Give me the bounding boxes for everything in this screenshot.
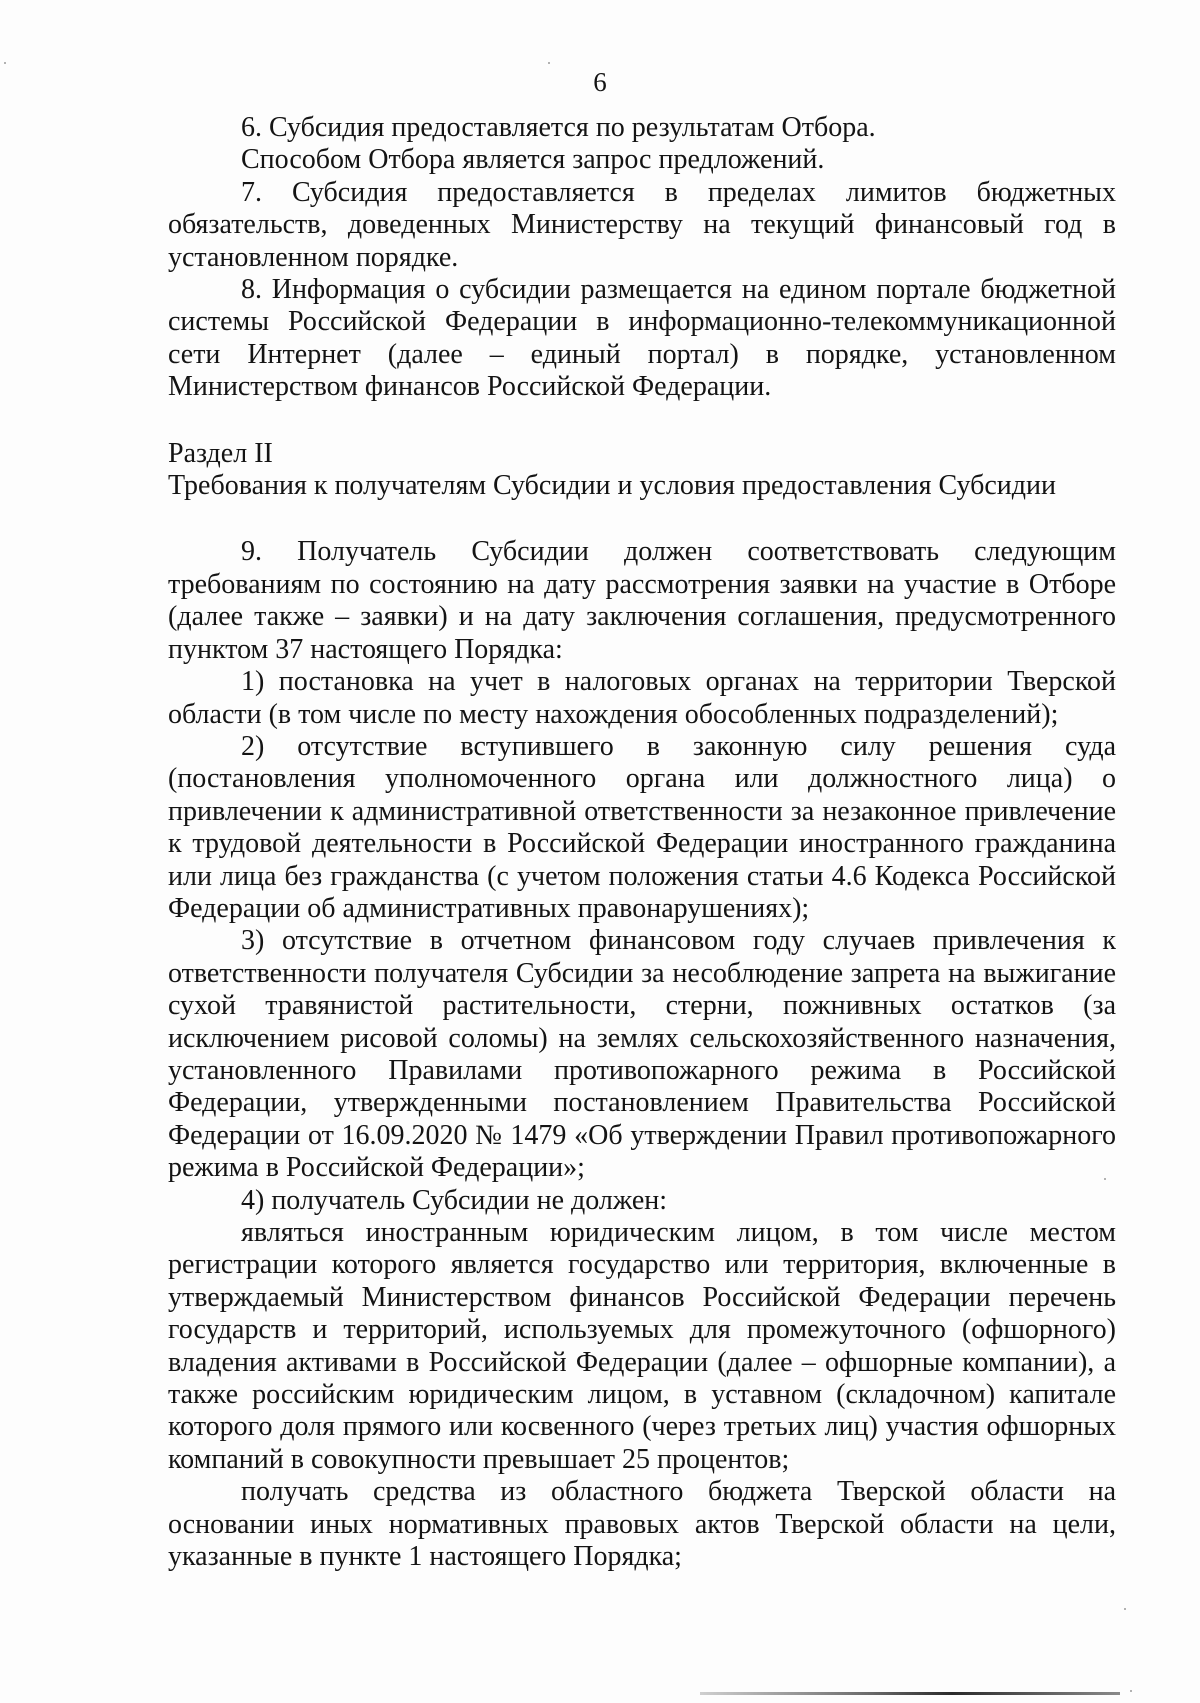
page-number: 6	[593, 67, 607, 97]
scan-speck	[4, 62, 6, 64]
scan-speck	[1104, 1178, 1106, 1180]
scan-speck	[548, 62, 550, 64]
paragraph-7: 7. Субсидия предоставляется в пределах лимитов бюджетных обязательств, доведенных Министерству на текущий финансовый год в установленном порядке.	[168, 176, 1116, 273]
scan-edge-mark	[700, 1692, 1120, 1695]
scan-speck	[1124, 1608, 1126, 1610]
requirement-4-offshore: являться иностранным юридическим лицом, в том числе местом регистрации которого является государство или территория, включенные в утверждаемый Министерством финансов Российской Федерации перечень государств и территорий, используемых для промежуточного (офшорного) владения активами в Российской Федерации (далее – офшорные компании), а также российским юридическим лицом, в уставном (складочном) капитале которого доля прямого или косвенного (через третьих лиц) участия офшорных компаний в совокупности превышает 25 процентов;	[168, 1217, 1116, 1475]
paragraph-8: 8. Информация о субсидии размещается на едином портале бюджетной системы Российской Федерации в информационно-телекоммуникационной сети Интернет (далее – единый портал) в порядке, установленном Министерством финансов Российской Федерации.	[168, 274, 1116, 403]
paragraph-9: 9. Получатель Субсидии должен соответствовать следующим требованиям по состоянию на дату рассмотрения заявки на участие в Отборе (далее также – заявки) и на дату заключения соглашения, предусмотренного пунктом 37 настоящего Порядка:	[168, 536, 1116, 665]
requirement-3: 3) отсутствие в отчетном финансовом году случаев привлечения к ответственности получателя Субсидии за несоблюдение запрета на выжигание сухой травянистой растительности, стерни, пожнивных остатков (за исключением рисовой соломы) на землях сельскохозяйственного назначения, установленного Правилами противопожарного режима в Российской Федерации, утвержденными постановлением Правительства Российской Федерации от 16.09.2020 № 1479 «Об утверждении Правил противопожарного режима в Российской Федерации»;	[168, 925, 1116, 1184]
paragraph-6-selection-method: Способом Отбора является запрос предложений.	[241, 144, 825, 176]
section-label: Раздел II	[168, 437, 273, 469]
document-body	[168, 112, 1116, 1573]
requirement-4: 4) получатель Субсидии не должен:	[241, 1184, 668, 1216]
requirement-4-budget-funds: получать средства из областного бюджета Тверской области на основании иных нормативных правовых актов Тверской области на цели, указанные в пункте 1 настоящего Порядка;	[168, 1476, 1116, 1573]
requirement-2: 2) отсутствие вступившего в законную силу решения суда (постановления уполномоченного органа или должностного лица) о привлечении к административной ответственности за незаконное привлечение к трудовой деятельности в Российской Федерации иностранного гражданина или лица без гражданства (с учетом положения статьи 4.6 Кодекса Российской Федерации об административных правонарушениях);	[168, 730, 1116, 924]
scan-speck	[1130, 1690, 1132, 1692]
paragraph-6: 6. Субсидия предоставляется по результатам Отбора.	[241, 112, 876, 143]
section-title: Требования к получателям Субсидии и условия предоставления Субсидии	[168, 470, 1057, 502]
requirement-1: 1) постановка на учет в налоговых органах на территории Тверской области (в том числе по месту нахождения обособленных подразделений);	[168, 666, 1116, 730]
